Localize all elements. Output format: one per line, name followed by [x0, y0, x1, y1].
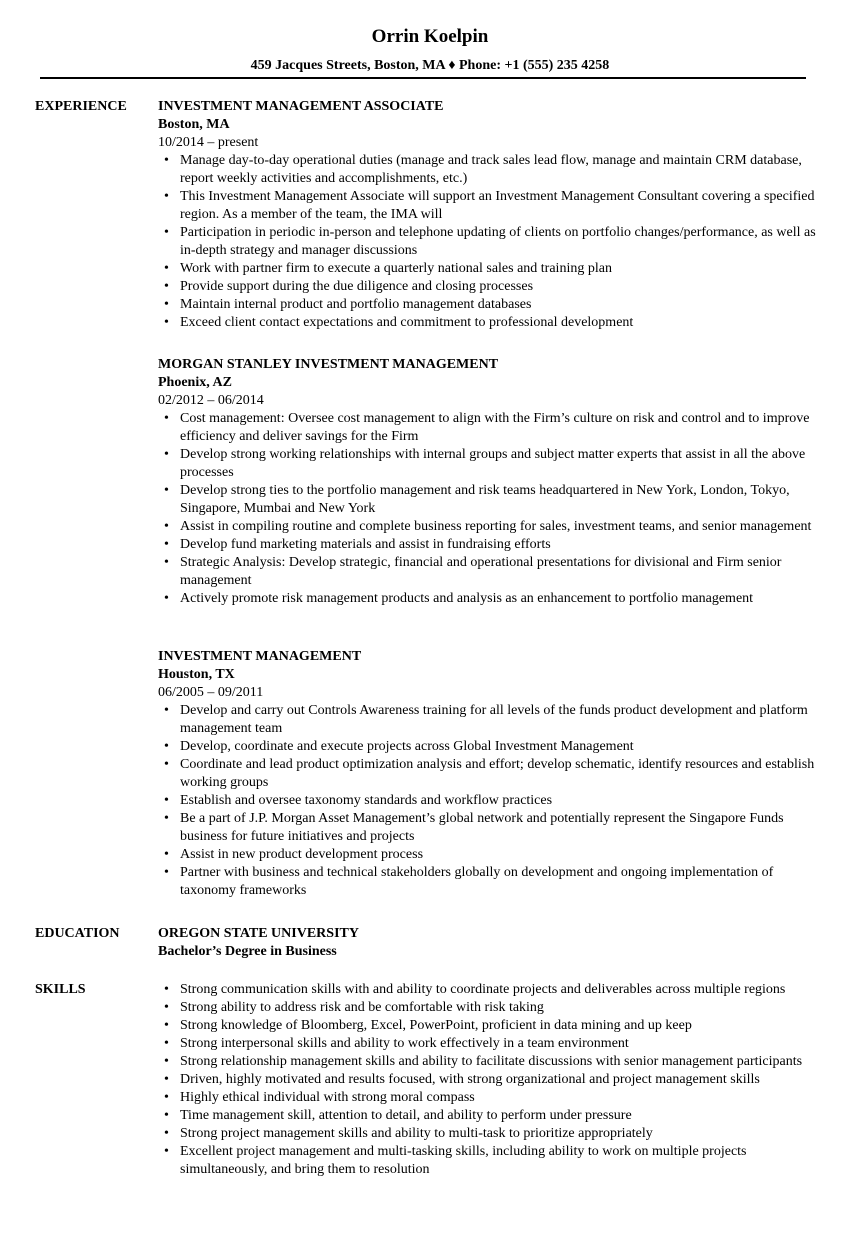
list-item: • Participation in periodic in-person and telephone updating of clients on portfolio changes/performance, as well as in-depth strategy and manager discussions [164, 225, 816, 258]
job-dates: 06/2005 – 09/2011 [158, 685, 264, 700]
job-location: Boston, MA [158, 117, 230, 132]
list-item: • Develop fund marketing materials and assist in fundraising efforts [164, 537, 551, 552]
list-item: • Be a part of J.P. Morgan Asset Management’s global network and potentially represent the Singapore Funds business for future initiatives and projects [164, 811, 784, 844]
education-section-label: EDUCATION [35, 926, 120, 941]
job-title: INVESTMENT MANAGEMENT ASSOCIATE [158, 99, 444, 114]
list-item: • Exceed client contact expectations and commitment to professional development [164, 315, 634, 330]
list-item: • Excellent project management and multi-tasking skills, including ability to work on multiple projects simultaneously, and bring them to resolution [164, 1144, 747, 1177]
candidate-name: Orrin Koelpin [371, 26, 489, 47]
job-title: MORGAN STANLEY INVESTMENT MANAGEMENT [158, 357, 499, 372]
list-item: • Work with partner firm to execute a quarterly national sales and training plan [164, 261, 612, 276]
skills-bullets [158, 981, 818, 1179]
job-location: Phoenix, AZ [158, 375, 232, 390]
job-dates: 10/2014 – present [158, 135, 259, 150]
list-item: • Establish and oversee taxonomy standards and workflow practices [164, 793, 553, 808]
list-item: • Highly ethical individual with strong moral compass [164, 1090, 475, 1105]
list-item: • Strong project management skills and ability to multi-task to prioritize appropriately [164, 1126, 653, 1141]
list-item: • This Investment Management Associate will support an Investment Management Consultant covering a specified region. As a member of the team, the IMA will [164, 189, 815, 222]
list-item: • Develop strong working relationships with internal groups and subject matter experts that assist in all the above processes [164, 447, 806, 480]
experience-list [158, 98, 818, 332]
job-title: INVESTMENT MANAGEMENT [158, 649, 362, 664]
list-item: • Strong interpersonal skills and ability to work effectively in a team environment [164, 1036, 629, 1051]
list-item: • Provide support during the due diligence and closing processes [164, 279, 534, 294]
school-name: OREGON STATE UNIVERSITY [158, 926, 359, 941]
degree: Bachelor’s Degree in Business [158, 944, 337, 959]
list-item: • Actively promote risk management products and analysis as an enhancement to portfolio management [164, 591, 754, 606]
resume-header [0, 24, 860, 75]
experience-section-label: EXPERIENCE [35, 99, 127, 114]
job-bullets [158, 152, 818, 332]
list-item: • Partner with business and technical stakeholders globally on development and ongoing implementation of taxonomy frameworks [164, 865, 774, 898]
header-divider [40, 77, 806, 79]
job-bullets [158, 702, 818, 900]
list-item: • Strong communication skills with and ability to coordinate projects and deliverables across multiple regions [164, 982, 786, 997]
contact-line: 459 Jacques Streets, Boston, MA ♦ Phone: +1 (555) 235 4258 [250, 58, 610, 73]
job-entry [158, 356, 818, 608]
list-item: • Strong ability to address risk and be comfortable with risk taking [164, 1000, 544, 1015]
job-entry [158, 648, 818, 900]
list-item: • Cost management: Oversee cost management to align with the Firm’s culture on risk and control and to improve efficiency and deliver savings for the Firm [164, 411, 810, 444]
skills-list [158, 981, 818, 1179]
list-item: • Driven, highly motivated and results focused, with strong organizational and project management skills [164, 1072, 760, 1087]
list-item: • Develop strong ties to the portfolio management and risk teams headquartered in New York, London, Tokyo, Singapore, Mumbai and New York [164, 483, 790, 516]
list-item: • Strategic Analysis: Develop strategic, financial and operational presentations for divisional and Firm senior management [164, 555, 782, 588]
list-item: • Assist in new product development process [164, 847, 424, 862]
list-item: • Manage day-to-day operational duties (manage and track sales lead flow, manage and maintain CRM database, report weekly activities and accomplishments, etc.) [164, 153, 802, 186]
list-item: • Develop and carry out Controls Awareness training for all levels of the funds product development and platform management team [164, 703, 808, 736]
job-dates: 02/2012 – 06/2014 [158, 393, 264, 408]
list-item: • Coordinate and lead product optimization analysis and effort; develop schematic, identify resources and establish working groups [164, 757, 815, 790]
skills-section-label: SKILLS [35, 982, 86, 997]
list-item: • Time management skill, attention to detail, and ability to perform under pressure [164, 1108, 632, 1123]
job-location: Houston, TX [158, 667, 235, 682]
job-bullets [158, 410, 818, 608]
job-entry [158, 98, 818, 332]
list-item: • Maintain internal product and portfolio management databases [164, 297, 532, 312]
list-item: • Strong relationship management skills and ability to facilitate discussions with senior management participants [164, 1054, 803, 1069]
list-item: • Assist in compiling routine and complete business reporting for sales, investment teams, and senior management [164, 519, 812, 534]
education-entry [158, 925, 818, 961]
list-item: • Develop, coordinate and execute projects across Global Investment Management [164, 739, 634, 754]
list-item: • Strong knowledge of Bloomberg, Excel, PowerPoint, proficient in data mining and up keep [164, 1018, 692, 1033]
